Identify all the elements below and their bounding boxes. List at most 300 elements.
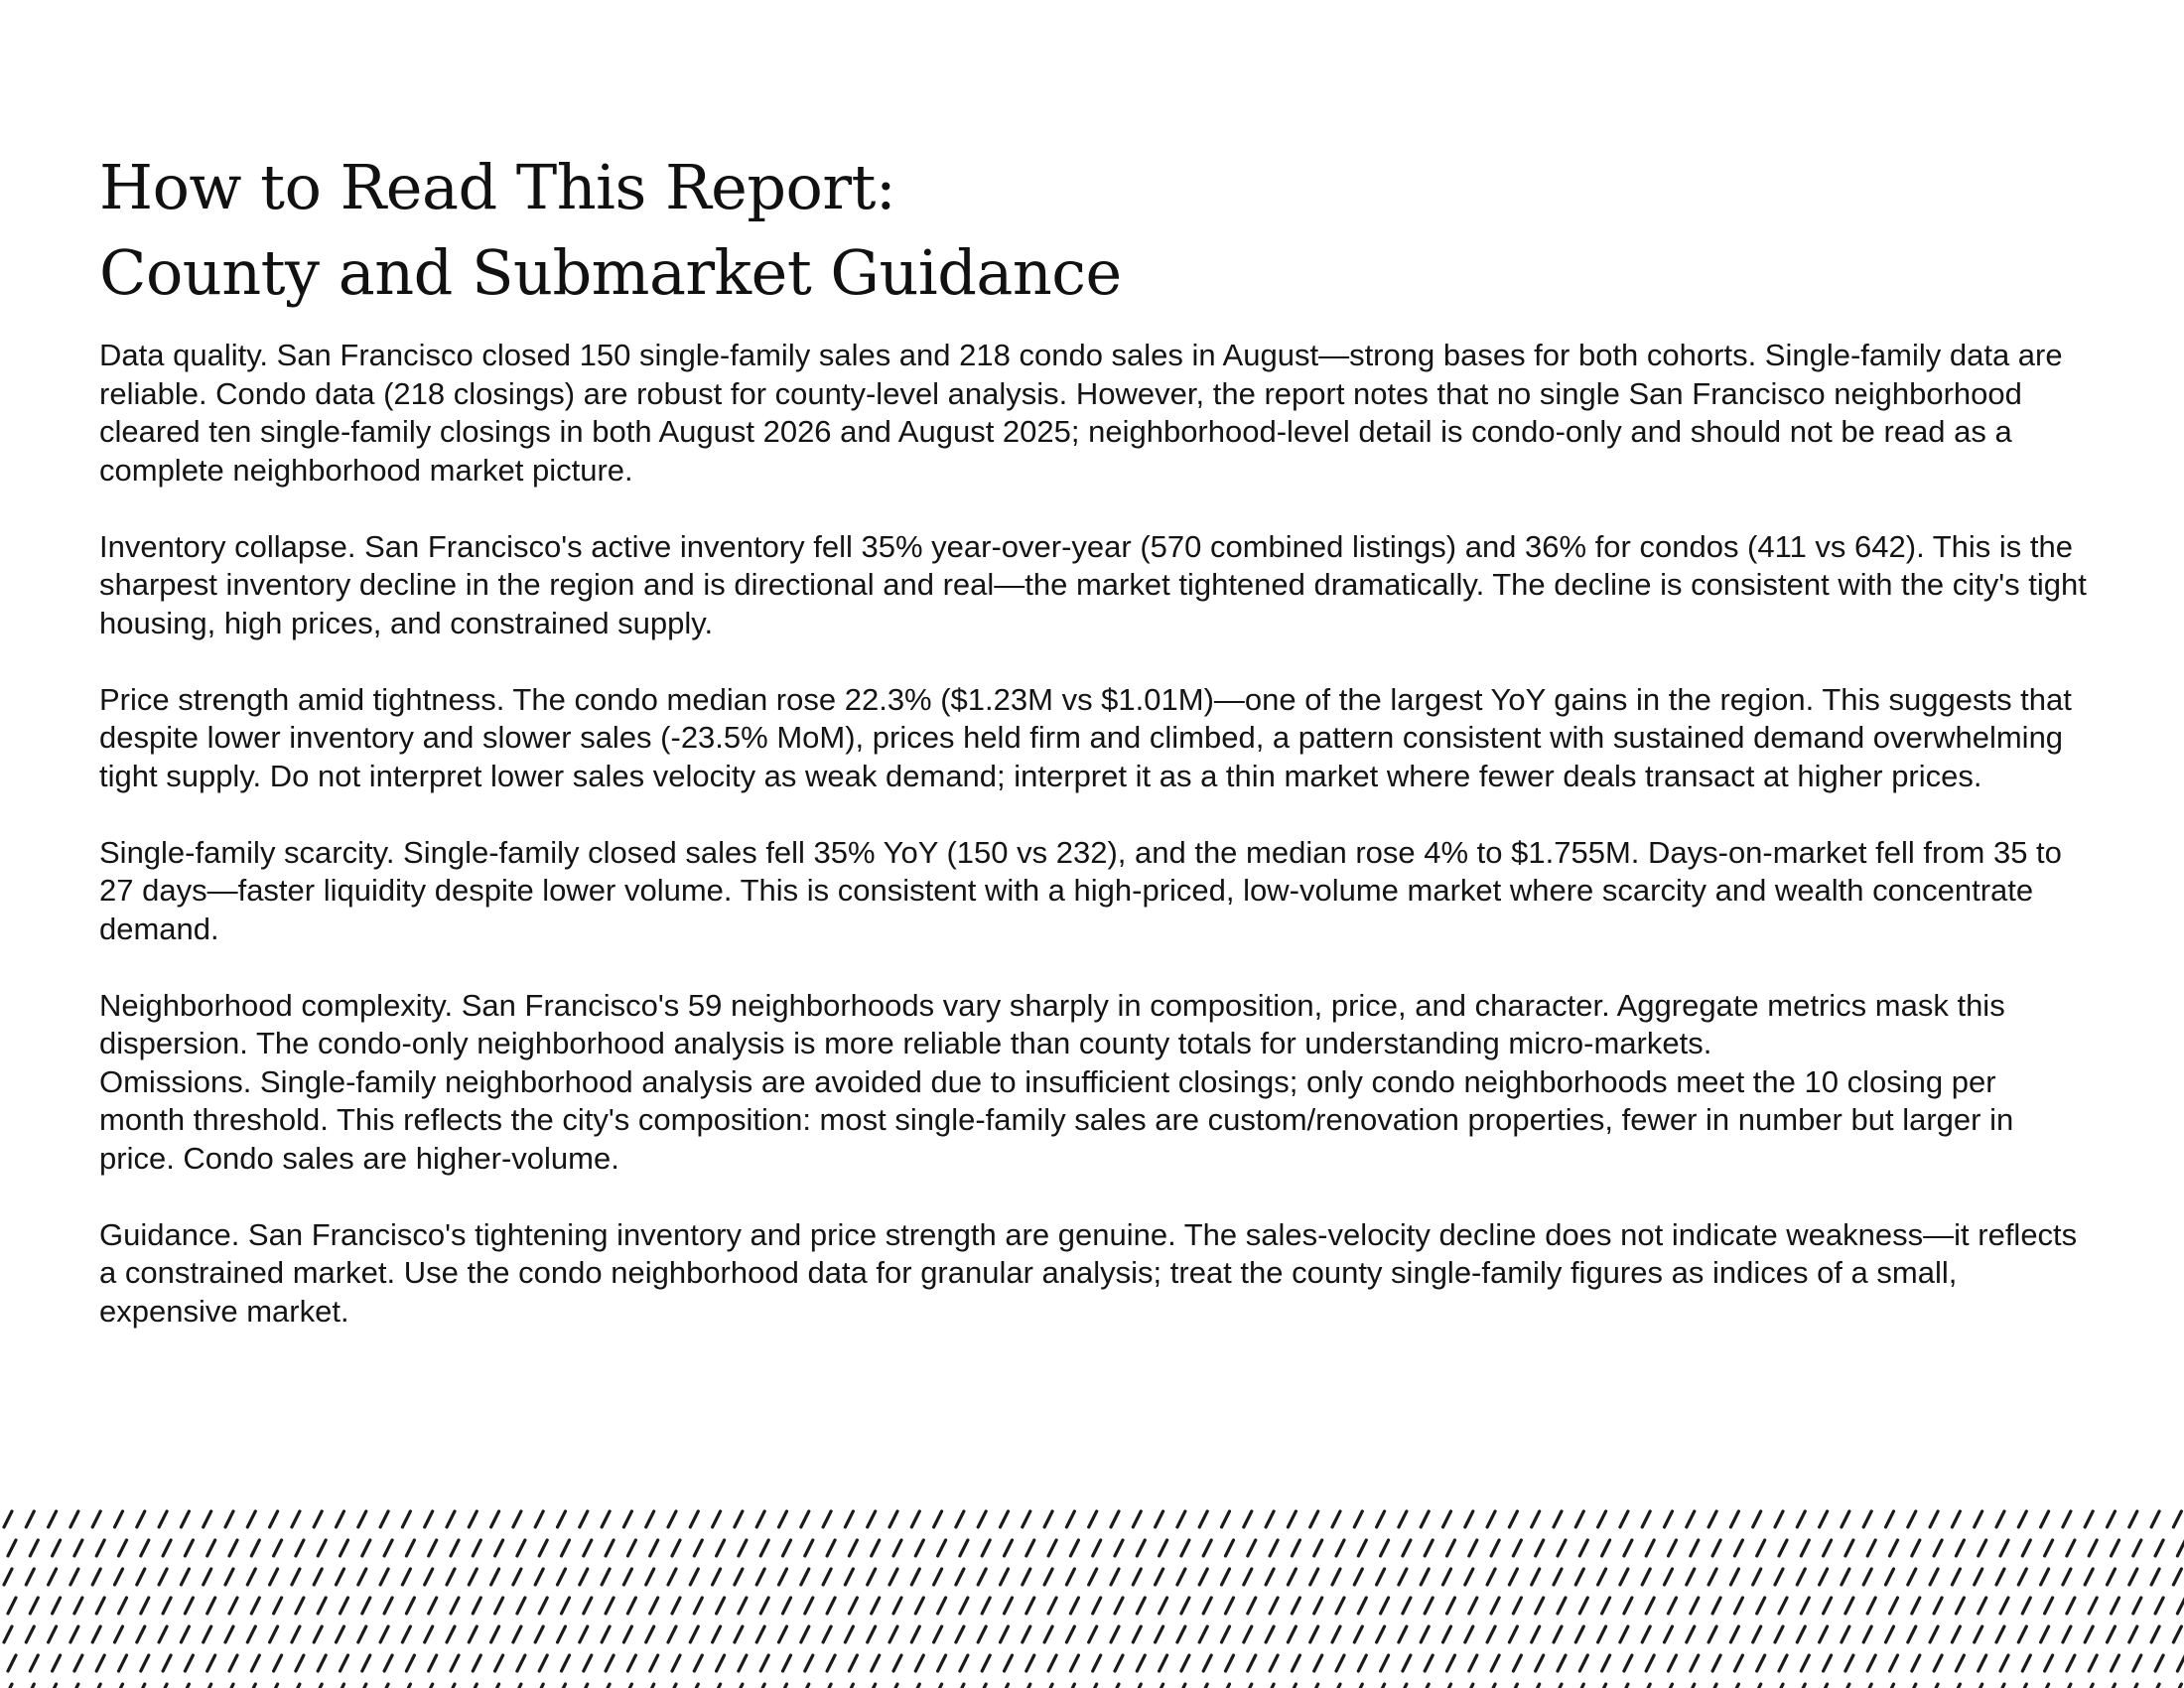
hatch-stroke	[1779, 1540, 1787, 1556]
hatch-stroke	[1665, 1684, 1673, 1688]
hatch-stroke	[1642, 1626, 1650, 1642]
hatch-stroke	[805, 1540, 813, 1556]
hatch-stroke	[2089, 1655, 2097, 1671]
hatch-stroke	[2045, 1655, 2053, 1671]
hatch-stroke	[1066, 1626, 1074, 1642]
hatch-stroke	[827, 1598, 835, 1614]
hatch-stroke	[668, 1569, 676, 1585]
hatch-stroke	[1867, 1655, 1875, 1671]
hatch-stroke	[1513, 1598, 1521, 1614]
hatch-stroke	[115, 1569, 123, 1585]
hatch-stroke	[1377, 1626, 1385, 1642]
hatch-stroke	[163, 1540, 171, 1556]
hatch-stroke	[380, 1569, 388, 1585]
hatch-stroke	[1952, 1569, 1960, 1585]
hatch-stroke	[539, 1540, 547, 1556]
hatch-stroke	[823, 1684, 831, 1688]
hatch-stroke	[1005, 1598, 1013, 1614]
hatch-stroke	[1801, 1598, 1809, 1614]
hatch-stroke	[318, 1655, 326, 1671]
hatch-stroke	[1863, 1511, 1871, 1527]
hatch-stroke	[2151, 1569, 2159, 1585]
hatch-stroke	[1602, 1540, 1610, 1556]
hatch-stroke	[1425, 1598, 1433, 1614]
hatch-stroke	[1066, 1511, 1074, 1527]
hatch-stroke	[296, 1655, 304, 1671]
hatch-stroke	[760, 1540, 768, 1556]
hatch-stroke	[4, 1569, 12, 1585]
hatch-stroke	[1952, 1684, 1960, 1688]
hatch-stroke	[1310, 1684, 1318, 1688]
hatch-stroke	[1908, 1569, 1916, 1585]
hatch-stroke	[1687, 1684, 1695, 1688]
hatch-stroke	[318, 1540, 326, 1556]
hatch-stroke	[960, 1540, 968, 1556]
hatch-stroke	[893, 1655, 901, 1671]
hatch-stroke	[1026, 1598, 1034, 1614]
hatch-stroke	[1310, 1511, 1318, 1527]
hatch-stroke	[783, 1655, 791, 1671]
hatch-stroke	[694, 1598, 702, 1614]
hatch-stroke	[447, 1626, 455, 1642]
hatch-stroke	[49, 1626, 57, 1642]
hatch-stroke	[163, 1655, 171, 1671]
hatch-stroke	[1646, 1540, 1654, 1556]
hatch-stroke	[1579, 1540, 1587, 1556]
hatch-stroke	[1044, 1511, 1052, 1527]
hatch-stroke	[911, 1626, 919, 1642]
hatch-stroke	[1023, 1569, 1030, 1585]
hatch-stroke	[1775, 1626, 1783, 1642]
hatch-stroke	[1886, 1626, 1894, 1642]
hatch-stroke	[1620, 1626, 1628, 1642]
hatch-stroke	[1712, 1655, 1720, 1671]
hatch-stroke	[1001, 1569, 1009, 1585]
hatch-stroke	[1156, 1511, 1163, 1527]
hatch-stroke	[1156, 1684, 1163, 1688]
hatch-stroke	[1824, 1655, 1832, 1671]
hatch-stroke	[1266, 1684, 1274, 1688]
hatch-stroke	[2173, 1684, 2181, 1688]
hatch-stroke	[2133, 1655, 2141, 1671]
hatch-stroke	[1975, 1569, 1982, 1585]
hatch-stroke	[2173, 1626, 2181, 1642]
hatch-stroke	[358, 1569, 366, 1585]
hatch-stroke	[1421, 1569, 1429, 1585]
hatch-stroke	[1399, 1626, 1407, 1642]
hatch-stroke	[868, 1626, 876, 1642]
hatch-stroke	[690, 1511, 698, 1527]
hatch-stroke	[1602, 1655, 1610, 1671]
hatch-stroke	[1447, 1540, 1455, 1556]
hatch-stroke	[2067, 1540, 2075, 1556]
hatch-stroke	[1137, 1655, 1145, 1671]
hatch-stroke	[756, 1684, 764, 1688]
hatch-stroke	[672, 1540, 680, 1556]
hatch-stroke	[1708, 1626, 1716, 1642]
hatch-stroke	[429, 1540, 437, 1556]
hatch-stroke	[1381, 1540, 1389, 1556]
hatch-stroke	[185, 1540, 193, 1556]
hatch-stroke	[1310, 1626, 1318, 1642]
hatch-stroke	[1354, 1626, 1362, 1642]
hatch-stroke	[513, 1511, 521, 1527]
hatch-stroke	[2129, 1569, 2137, 1585]
hatch-stroke	[1642, 1684, 1650, 1688]
hatch-stroke	[1288, 1626, 1296, 1642]
hatch-stroke	[447, 1511, 455, 1527]
hatch-stroke	[694, 1540, 702, 1556]
hatch-stroke	[2108, 1569, 2116, 1585]
hatch-stroke	[779, 1569, 787, 1585]
hatch-stroke	[1575, 1684, 1583, 1688]
hatch-stroke	[646, 1511, 654, 1527]
hatch-stroke	[1536, 1540, 1544, 1556]
hatch-stroke	[96, 1655, 104, 1671]
hatch-stroke	[26, 1569, 34, 1585]
hatch-stroke	[1222, 1569, 1230, 1585]
hatch-stroke	[1377, 1684, 1385, 1688]
hatch-stroke	[1292, 1655, 1299, 1671]
hatch-stroke	[1469, 1540, 1477, 1556]
report-body	[99, 337, 2090, 1331]
hatch-stroke	[1509, 1511, 1517, 1527]
hatch-stroke	[1842, 1569, 1849, 1585]
hatch-stroke	[1975, 1684, 1982, 1688]
hatch-stroke	[1222, 1626, 1230, 1642]
hatch-stroke	[1244, 1569, 1252, 1585]
hatch-stroke	[1975, 1626, 1982, 1642]
hatch-stroke	[584, 1655, 592, 1671]
hatch-stroke	[247, 1626, 255, 1642]
hatch-stroke	[141, 1540, 149, 1556]
hatch-stroke	[1952, 1626, 1960, 1642]
hatch-stroke	[646, 1684, 654, 1688]
hatch-stroke	[70, 1511, 78, 1527]
hatch-stroke	[1845, 1655, 1853, 1671]
hatch-stroke	[469, 1684, 477, 1688]
hatch-stroke	[623, 1569, 631, 1585]
hatch-stroke	[868, 1511, 876, 1527]
hatch-stroke	[1332, 1511, 1340, 1527]
hatch-stroke	[1536, 1655, 1544, 1671]
hatch-stroke	[2063, 1569, 2071, 1585]
hatch-stroke	[1203, 1540, 1211, 1556]
hatch-stroke	[402, 1626, 410, 1642]
hatch-stroke	[1332, 1569, 1340, 1585]
hatch-stroke	[978, 1569, 986, 1585]
hatch-stroke	[868, 1684, 876, 1688]
hatch-stroke	[2041, 1569, 2049, 1585]
hatch-stroke	[1199, 1569, 1207, 1585]
hatch-stroke	[1199, 1684, 1207, 1688]
hatch-stroke	[893, 1598, 901, 1614]
hatch-stroke	[1734, 1598, 1742, 1614]
hatch-stroke	[1579, 1655, 1587, 1671]
hatch-stroke	[1266, 1511, 1274, 1527]
hatch-stroke	[1222, 1511, 1230, 1527]
hatch-stroke	[451, 1655, 459, 1671]
hatch-stroke	[204, 1684, 211, 1688]
hatch-stroke	[74, 1598, 82, 1614]
hatch-stroke	[1001, 1626, 1009, 1642]
hatch-stroke	[1093, 1540, 1101, 1556]
hatch-stroke	[1358, 1655, 1366, 1671]
hatch-stroke	[1226, 1655, 1234, 1671]
hatch-stroke	[296, 1540, 304, 1556]
hatch-stroke	[1554, 1511, 1562, 1527]
hatch-stroke	[1753, 1684, 1761, 1688]
hatch-stroke	[915, 1540, 923, 1556]
hatch-stroke	[229, 1540, 237, 1556]
hatch-stroke	[1336, 1598, 1344, 1614]
hatch-stroke	[584, 1598, 592, 1614]
hatch-stroke	[2018, 1626, 2026, 1642]
hatch-stroke	[1642, 1511, 1650, 1527]
hatch-stroke	[181, 1626, 189, 1642]
diagonal-hatch-pattern-icon	[0, 1507, 2184, 1688]
hatch-stroke	[1579, 1598, 1587, 1614]
hatch-stroke	[53, 1655, 61, 1671]
hatch-stroke	[1730, 1626, 1738, 1642]
hatch-stroke	[1708, 1569, 1716, 1585]
hatch-stroke	[1133, 1684, 1141, 1688]
hatch-stroke	[1160, 1598, 1167, 1614]
hatch-stroke	[872, 1655, 880, 1671]
hatch-stroke	[668, 1684, 676, 1688]
hatch-stroke	[1797, 1626, 1805, 1642]
hatch-stroke	[1930, 1569, 1938, 1585]
hatch-stroke	[337, 1684, 344, 1688]
hatch-stroke	[270, 1684, 278, 1688]
hatch-stroke	[337, 1626, 344, 1642]
hatch-stroke	[1399, 1569, 1407, 1585]
hatch-stroke	[1181, 1540, 1189, 1556]
hatch-stroke	[425, 1569, 433, 1585]
hatch-stroke	[137, 1511, 145, 1527]
hatch-stroke	[74, 1540, 82, 1556]
hatch-stroke	[558, 1511, 566, 1527]
hatch-stroke	[8, 1540, 16, 1556]
hatch-stroke	[469, 1626, 477, 1642]
hatch-stroke	[1203, 1655, 1211, 1671]
hatch-stroke	[1487, 1684, 1495, 1688]
hatch-stroke	[982, 1540, 990, 1556]
hatch-stroke	[115, 1511, 123, 1527]
hatch-stroke	[2112, 1598, 2119, 1614]
hatch-stroke	[1160, 1540, 1167, 1556]
hatch-stroke	[30, 1655, 38, 1671]
hatch-stroke	[513, 1626, 521, 1642]
hatch-stroke	[1757, 1540, 1765, 1556]
hatch-stroke	[1023, 1684, 1030, 1688]
hatch-stroke	[1753, 1511, 1761, 1527]
hatch-stroke	[1001, 1684, 1009, 1688]
hatch-stroke	[650, 1655, 658, 1671]
hatch-stroke	[96, 1540, 104, 1556]
hatch-stroke	[1199, 1626, 1207, 1642]
hatch-stroke	[2063, 1626, 2071, 1642]
hatch-stroke	[756, 1569, 764, 1585]
hatch-stroke	[1070, 1598, 1078, 1614]
hatch-stroke	[181, 1684, 189, 1688]
hatch-stroke	[1354, 1569, 1362, 1585]
hatch-stroke	[672, 1598, 680, 1614]
hatch-stroke	[602, 1684, 610, 1688]
hatch-stroke	[2045, 1598, 2053, 1614]
hatch-stroke	[251, 1540, 259, 1556]
hatch-stroke	[756, 1626, 764, 1642]
hatch-stroke	[1734, 1655, 1742, 1671]
hatch-stroke	[49, 1684, 57, 1688]
hatch-stroke	[1558, 1598, 1566, 1614]
hatch-stroke	[1558, 1540, 1566, 1556]
hatch-stroke	[491, 1511, 499, 1527]
hatch-stroke	[623, 1626, 631, 1642]
hatch-stroke	[362, 1655, 370, 1671]
hatch-stroke	[247, 1511, 255, 1527]
hatch-stroke	[1624, 1598, 1632, 1614]
hatch-stroke	[1669, 1598, 1677, 1614]
hatch-stroke	[270, 1569, 278, 1585]
hatch-stroke	[229, 1598, 237, 1614]
hatch-stroke	[163, 1598, 171, 1614]
hatch-stroke	[8, 1598, 16, 1614]
hatch-stroke	[1093, 1598, 1101, 1614]
hatch-stroke	[889, 1684, 897, 1688]
hatch-stroke	[1248, 1598, 1256, 1614]
hatch-stroke	[713, 1684, 721, 1688]
hatch-stroke	[2045, 1540, 2053, 1556]
hatch-stroke	[2112, 1655, 2119, 1671]
hatch-stroke	[1181, 1655, 1189, 1671]
hatch-stroke	[868, 1569, 876, 1585]
paragraph-omissions: Omissions. Single-family neighborhood analysis are avoided due to insufficient closings; only condo neighborhoods meet the 10 closing per month threshold. This reflects the city's composition: most single-family sales are custom/renovation properties, fewer in number but larger in price. Condo sales are higher-volume.	[99, 1063, 2014, 1176]
hatch-stroke	[827, 1540, 835, 1556]
hatch-stroke	[380, 1626, 388, 1642]
hatch-stroke	[739, 1655, 747, 1671]
page-title-line-2: County and Submarket Guidance	[99, 236, 1122, 309]
hatch-stroke	[911, 1569, 919, 1585]
hatch-stroke	[1310, 1569, 1318, 1585]
hatch-stroke	[1314, 1540, 1322, 1556]
hatch-stroke	[1487, 1569, 1495, 1585]
hatch-stroke	[92, 1511, 100, 1527]
hatch-stroke	[26, 1684, 34, 1688]
hatch-stroke	[1996, 1511, 2004, 1527]
hatch-stroke	[314, 1684, 322, 1688]
hatch-stroke	[2177, 1540, 2184, 1556]
hatch-stroke	[1996, 1626, 2004, 1642]
hatch-stroke	[1358, 1540, 1366, 1556]
hatch-stroke	[872, 1598, 880, 1614]
hatch-stroke	[2067, 1655, 2075, 1671]
hatch-stroke	[623, 1684, 631, 1688]
hatch-stroke	[2000, 1655, 2008, 1671]
hatch-stroke	[1487, 1626, 1495, 1642]
hatch-stroke	[4, 1626, 12, 1642]
hatch-stroke	[204, 1511, 211, 1527]
hatch-stroke	[159, 1626, 167, 1642]
hatch-stroke	[1443, 1511, 1451, 1527]
hatch-stroke	[889, 1511, 897, 1527]
hatch-stroke	[1026, 1655, 1034, 1671]
hatch-stroke	[292, 1569, 300, 1585]
hatch-stroke	[362, 1598, 370, 1614]
hatch-stroke	[739, 1598, 747, 1614]
hatch-stroke	[1044, 1684, 1052, 1688]
hatch-stroke	[406, 1540, 414, 1556]
hatch-stroke	[956, 1684, 964, 1688]
hatch-stroke	[650, 1598, 658, 1614]
hatch-stroke	[70, 1626, 78, 1642]
hatch-stroke	[1089, 1569, 1097, 1585]
hatch-stroke	[627, 1540, 635, 1556]
hatch-stroke	[1753, 1569, 1761, 1585]
hatch-stroke	[606, 1655, 614, 1671]
hatch-stroke	[1115, 1598, 1123, 1614]
hatch-stroke	[2155, 1598, 2163, 1614]
hatch-stroke	[1403, 1598, 1411, 1614]
hatch-stroke	[1669, 1540, 1677, 1556]
hatch-stroke	[1137, 1598, 1145, 1614]
hatch-stroke	[915, 1655, 923, 1671]
hatch-stroke	[1775, 1569, 1783, 1585]
hatch-stroke	[1532, 1511, 1540, 1527]
hatch-stroke	[1005, 1540, 1013, 1556]
hatch-stroke	[2000, 1598, 2008, 1614]
hatch-stroke	[513, 1569, 521, 1585]
hatch-stroke	[1244, 1626, 1252, 1642]
hatch-stroke	[1244, 1684, 1252, 1688]
hatch-stroke	[1066, 1569, 1074, 1585]
hatch-stroke	[137, 1569, 145, 1585]
hatch-stroke	[1443, 1626, 1451, 1642]
hatch-stroke	[960, 1655, 968, 1671]
hatch-stroke	[562, 1598, 570, 1614]
hatch-stroke	[1001, 1511, 1009, 1527]
hatch-stroke	[362, 1540, 370, 1556]
hatch-stroke	[425, 1684, 433, 1688]
hatch-stroke	[1824, 1598, 1832, 1614]
hatch-stroke	[783, 1540, 791, 1556]
hatch-stroke	[849, 1540, 857, 1556]
hatch-stroke	[1156, 1569, 1163, 1585]
hatch-stroke	[1399, 1511, 1407, 1527]
hatch-stroke	[92, 1569, 100, 1585]
hatch-stroke	[805, 1655, 813, 1671]
hatch-stroke	[1447, 1598, 1455, 1614]
hatch-stroke	[845, 1684, 853, 1688]
hatch-stroke	[535, 1684, 543, 1688]
hatch-stroke	[1377, 1569, 1385, 1585]
hatch-stroke	[1863, 1684, 1871, 1688]
hatch-stroke	[1598, 1684, 1606, 1688]
hatch-stroke	[1779, 1655, 1787, 1671]
hatch-stroke	[779, 1626, 787, 1642]
hatch-stroke	[580, 1511, 588, 1527]
hatch-stroke	[341, 1598, 348, 1614]
hatch-stroke	[406, 1655, 414, 1671]
hatch-stroke	[314, 1626, 322, 1642]
hatch-stroke	[1730, 1684, 1738, 1688]
hatch-stroke	[1288, 1511, 1296, 1527]
hatch-stroke	[735, 1684, 743, 1688]
hatch-stroke	[292, 1684, 300, 1688]
hatch-stroke	[451, 1598, 459, 1614]
hatch-stroke	[1421, 1626, 1429, 1642]
hatch-stroke	[513, 1684, 521, 1688]
